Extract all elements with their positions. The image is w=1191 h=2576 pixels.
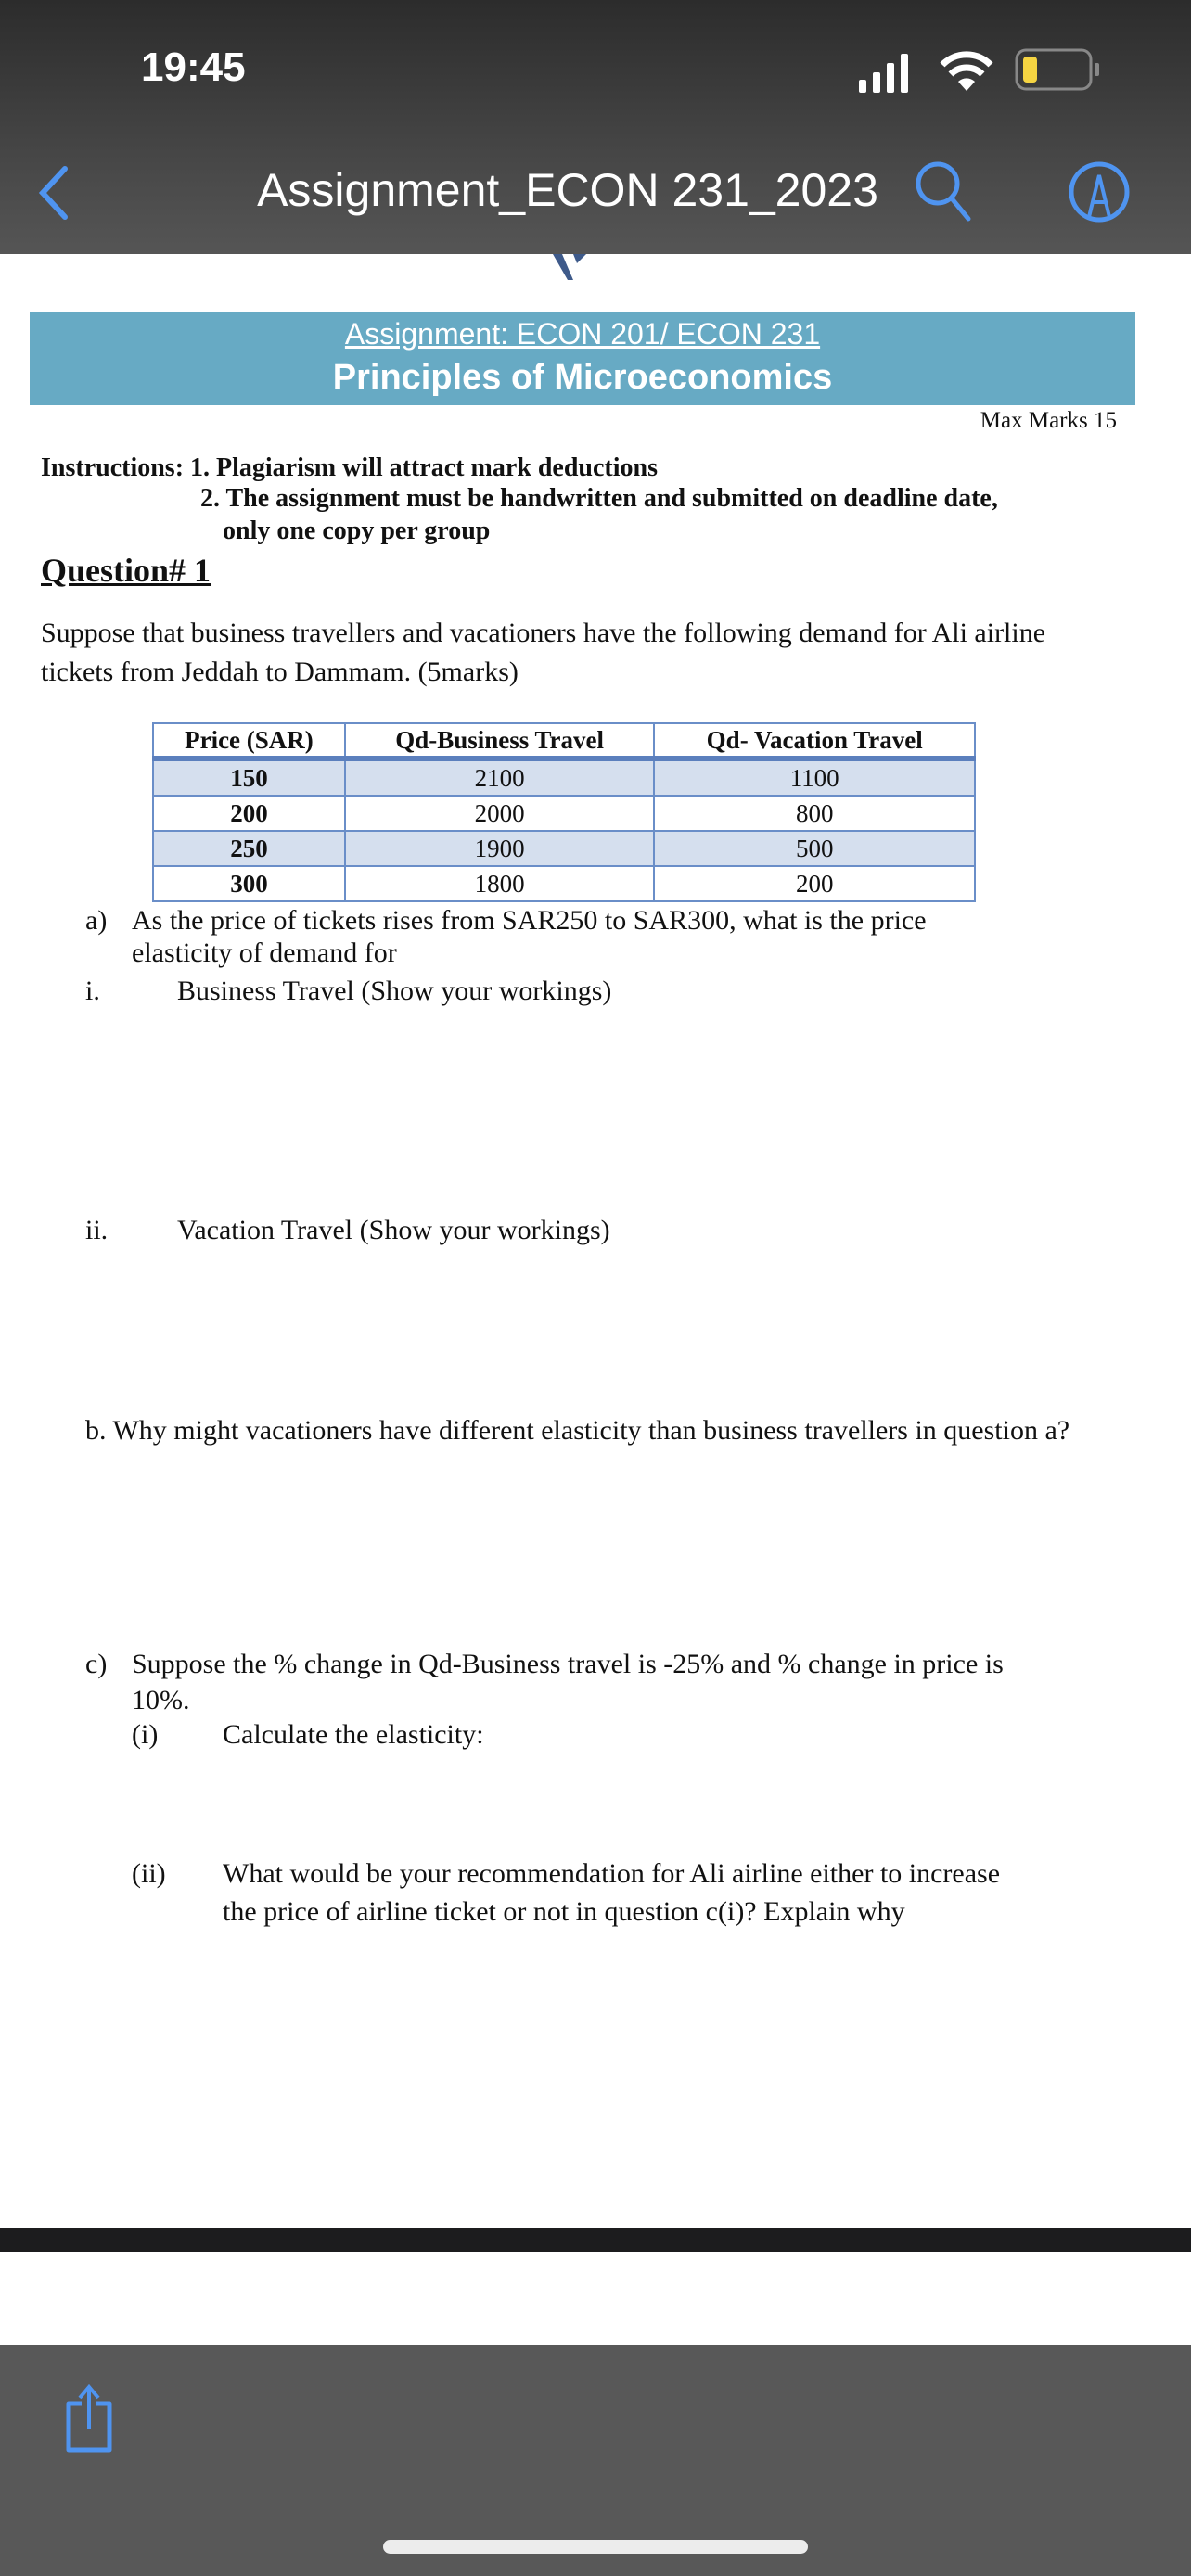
qc-ii-line-1: What would be your recommendation for Ali airline either to increase [223, 1858, 1001, 1889]
cell-business: 1900 [345, 831, 654, 866]
page-separator [0, 2228, 1191, 2252]
demand-table [152, 722, 976, 902]
battery-low-icon [1015, 48, 1104, 93]
cell-price: 150 [153, 759, 345, 796]
qc-line-2: 10%. [132, 1685, 190, 1715]
table-header-row [153, 723, 975, 759]
qc-line-1: Suppose the % change in Qd-Business travel is -25% and % change in price is [132, 1649, 1004, 1679]
share-icon[interactable] [59, 2383, 119, 2457]
wifi-icon [939, 48, 994, 93]
table-row [153, 759, 975, 796]
instruction-2-cont: only one copy per group [223, 516, 491, 545]
logo-fragment [549, 254, 605, 282]
header-business: Qd-Business Travel [345, 723, 654, 759]
cellular-signal-icon [857, 50, 922, 93]
intro-line-1: Suppose that business travellers and vacationers have the following demand for Ali airline [41, 618, 1046, 648]
search-icon[interactable] [915, 159, 972, 223]
instruction-1: Instructions: 1. Plagiarism will attract mark deductions [41, 453, 658, 482]
qa-ii-label: ii. [85, 1215, 109, 1245]
cell-price: 300 [153, 866, 345, 901]
document-title: Assignment_ECON 231_2023 [257, 164, 878, 216]
table-row [153, 866, 975, 901]
cell-vacation: 500 [654, 831, 975, 866]
qa-line-2: elasticity of demand for [132, 937, 397, 968]
cell-vacation: 1100 [654, 759, 975, 796]
intro-line-2: tickets from Jeddah to Dammam. (5marks) [41, 657, 519, 687]
home-indicator[interactable] [383, 2540, 808, 2554]
question-title: Question# 1 [41, 552, 211, 589]
cell-business: 1800 [345, 866, 654, 901]
cell-price: 250 [153, 831, 345, 866]
qc-i-label: (i) [132, 1719, 159, 1750]
qa-label: a) [85, 905, 108, 936]
header-price: Price (SAR) [153, 723, 345, 759]
instruction-2: 2. The assignment must be handwritten and submitted on deadline date, [200, 484, 998, 513]
header-vacation: Qd- Vacation Travel [654, 723, 975, 759]
qc-i-text: Calculate the elasticity: [223, 1719, 484, 1750]
qb-text: b. Why might vacationers have different elasticity than business travellers in question a? [85, 1415, 1070, 1446]
status-time: 19:45 [141, 45, 246, 90]
table-row [153, 796, 975, 831]
cell-price: 200 [153, 796, 345, 831]
qa-i-label: i. [85, 976, 100, 1006]
cell-vacation: 200 [654, 866, 975, 901]
title-banner [30, 312, 1135, 405]
qc-ii-label: (ii) [132, 1858, 166, 1889]
qc-label: c) [85, 1649, 108, 1679]
course-title: Assignment: ECON 201/ ECON 231 [344, 317, 821, 351]
qa-i-text: Business Travel (Show your workings) [177, 976, 612, 1006]
qa-line-1: As the price of tickets rises from SAR250 to SAR300, what is the price [132, 905, 927, 936]
markup-pen-icon[interactable] [1067, 159, 1132, 224]
qa-ii-text: Vacation Travel (Show your workings) [177, 1215, 610, 1245]
cell-business: 2100 [345, 759, 654, 796]
cell-business: 2000 [345, 796, 654, 831]
course-subtitle: Principles of Microeconomics [332, 358, 833, 397]
max-marks: Max Marks 15 [980, 408, 1117, 433]
table-row [153, 831, 975, 866]
cell-vacation: 800 [654, 796, 975, 831]
qc-ii-line-2: the price of airline ticket or not in question c(i)? Explain why [223, 1896, 905, 1927]
